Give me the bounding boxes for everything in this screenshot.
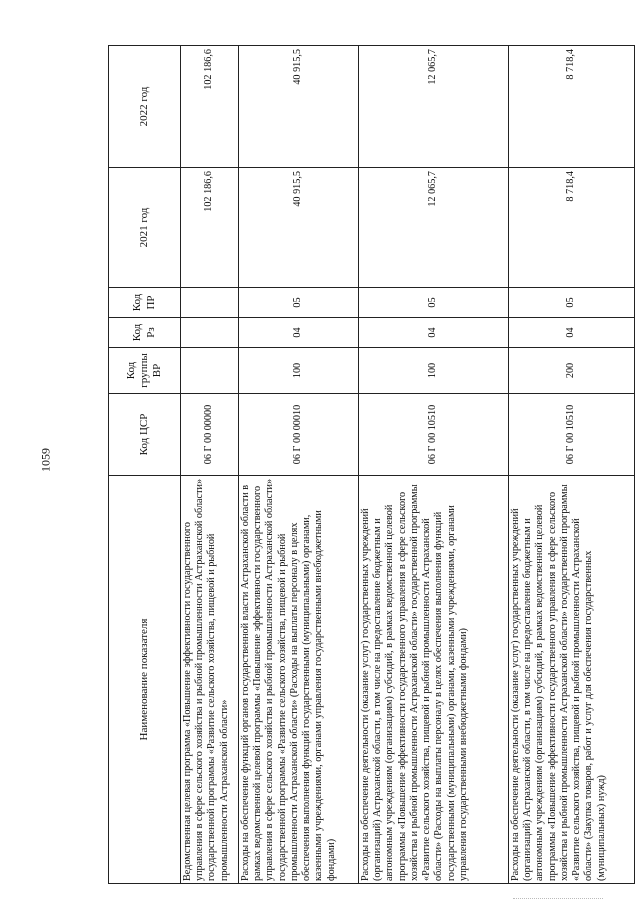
row-csr: 06 Г 00 00000 — [181, 394, 239, 476]
header-csr: Код ЦСР — [109, 394, 181, 476]
row-csr: 06 Г 00 10510 — [509, 394, 635, 476]
row-vr: 100 — [239, 348, 359, 394]
page-number: 1059 — [38, 448, 53, 472]
row-2021: 12 065,7 — [359, 168, 509, 288]
row-rz: 04 — [359, 318, 509, 348]
header-vr: Код группы ВР — [109, 348, 181, 394]
row-vr: 100 — [359, 348, 509, 394]
row-pr: 05 — [509, 288, 635, 318]
table-row — [359, 46, 509, 884]
scan-artifact — [513, 896, 603, 899]
row-vr — [181, 348, 239, 394]
budget-table — [108, 45, 635, 884]
row-2021: 8 718,4 — [509, 168, 635, 288]
header-name: Наименование показателя — [109, 476, 181, 884]
row-vr: 200 — [509, 348, 635, 394]
header-pr: Код ПР — [109, 288, 181, 318]
row-rz: 04 — [239, 318, 359, 348]
row-name: Расходы на обеспечение деятельности (оказание услуг) государственных учреждений (организаций) Астраханской области, в том числе на предоставление бюджетным и автономным учреждениям (организациям) субсидий, в рамках ведомственной целевой программы «Повышение эффективности государственного управления в сфере сельского хозяйства и рыбной промышленности Астраханской области» государственной программы «Развитие сельского хозяйства, пищевой и рыбной промышленности Астраханской области» (Закупка товаров, работ и услуг для обеспечения государственных (муниципальных) нужд) — [509, 476, 635, 884]
table-row — [509, 46, 635, 884]
row-pr: 05 — [239, 288, 359, 318]
row-pr — [181, 288, 239, 318]
header-2022: 2022 год — [109, 46, 181, 168]
table-row — [239, 46, 359, 884]
row-2022: 12 065,7 — [359, 46, 509, 168]
row-name: Ведомственная целевая программа «Повышение эффективности государственного управления в сфере сельского хозяйства и рыбной промышленности Астраханской области» государственной программы «Развитие сельского хозяйства, пищевой и рыбной промышленности Астраханской области» — [181, 476, 239, 884]
table-header-row — [109, 46, 181, 884]
row-pr: 05 — [359, 288, 509, 318]
rotated-table-wrapper — [108, 46, 607, 884]
row-2022: 102 186,6 — [181, 46, 239, 168]
row-name: Расходы на обеспечение деятельности (оказание услуг) государственных учреждений (организаций) Астраханской области, в том числе на предоставление бюджетным и автономным учреждениям (организациям) субсидий, в рамках ведомственной целевой программы «Повышение эффективности государственного управления в сфере сельского хозяйства и рыбной промышленности Астраханской области» государственной программы «Развитие сельского хозяйства, пищевой и рыбной промышленности Астраханской области» (Расходы на выплаты персоналу в целях обеспечения выполнения функций государственными (муниципальными) органами, казенными учреждениями, органами управления государственными внебюджетными фондами) — [359, 476, 509, 884]
row-2021: 102 186,6 — [181, 168, 239, 288]
table-row — [181, 46, 239, 884]
table-container — [108, 46, 607, 884]
row-name: Расходы на обеспечение функций органов государственной власти Астраханской области в рамках ведомственной целевой программы «Повышение эффективности государственного управления в сфере сельского хозяйства и рыбной промышленности Астраханской области» государственной программы «Развитие сельского хозяйства, пищевой и рыбной промышленности Астраханской области» (Расходы на выплаты персоналу в целях обеспечения выполнения функций государственными (муниципальными) органами, казенными учреждениями, органами управления государственными внебюджетными фондами) — [239, 476, 359, 884]
row-2022: 8 718,4 — [509, 46, 635, 168]
header-rz: Код Рз — [109, 318, 181, 348]
row-2022: 40 915,5 — [239, 46, 359, 168]
header-2021: 2021 год — [109, 168, 181, 288]
row-csr: 06 Г 00 00010 — [239, 394, 359, 476]
row-2021: 40 915,5 — [239, 168, 359, 288]
row-rz — [181, 318, 239, 348]
row-csr: 06 Г 00 10510 — [359, 394, 509, 476]
row-rz: 04 — [509, 318, 635, 348]
